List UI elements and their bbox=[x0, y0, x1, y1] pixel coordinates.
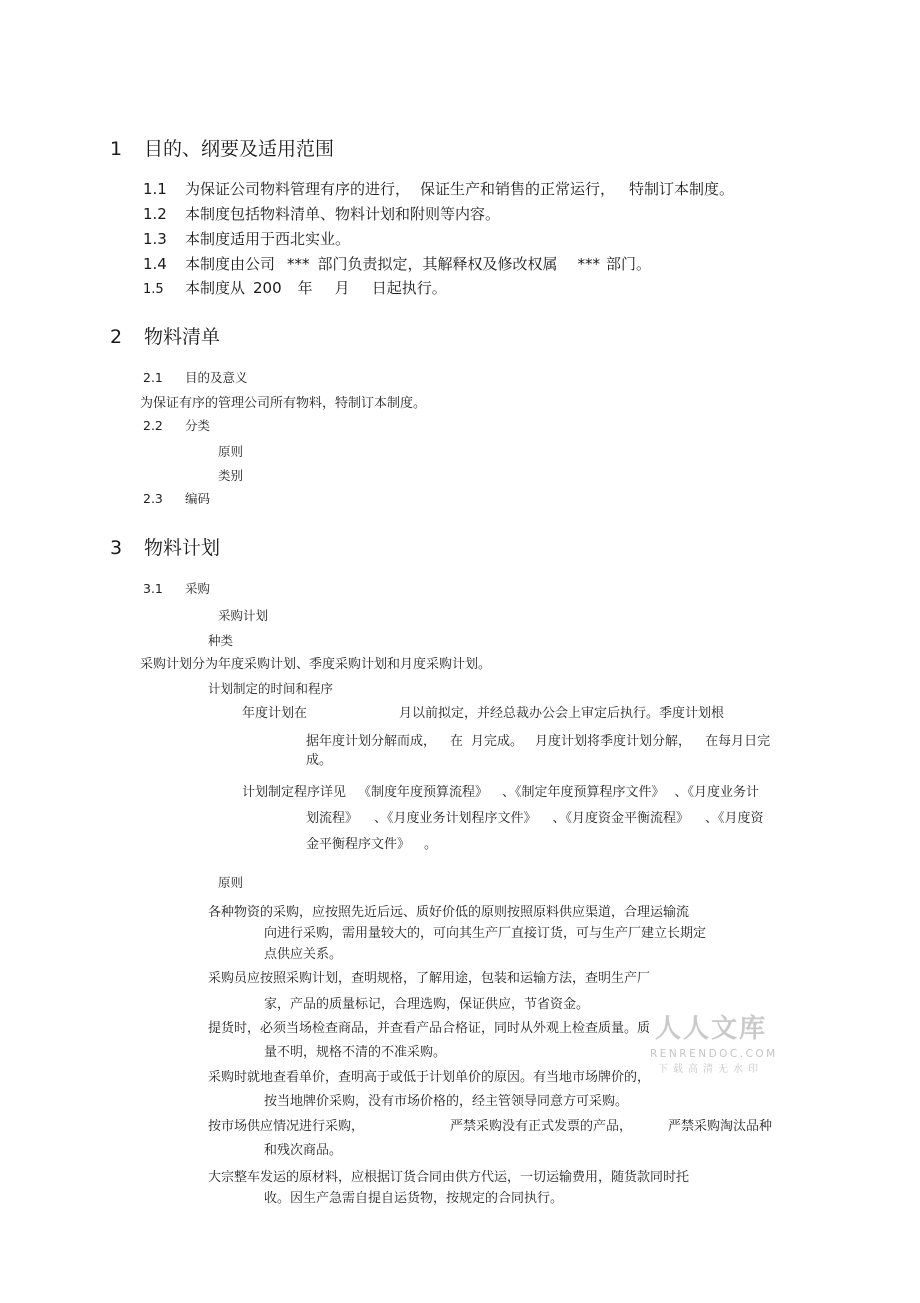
section-number: 1 bbox=[110, 138, 123, 160]
principle-5-line-2: 和残次商品。 bbox=[264, 1143, 343, 1158]
item-3-1: 3.1 采购 bbox=[143, 581, 211, 596]
item-2-3: 2.3 编码 bbox=[143, 491, 211, 506]
procedure-line-1: 计划制定程序详见 《制度年度预算流程》 、《制定年度预算程序文件》 、《月度业务计 bbox=[242, 785, 760, 800]
item-2-1: 2.1 目的及意义 bbox=[143, 370, 248, 385]
principle-3-line-1: 提货时，必须当场检查商品，并查看产品合格证，同时从外观上检查质量。质 bbox=[208, 1021, 651, 1036]
section-3-heading: 3 物料计划 bbox=[110, 537, 221, 559]
principle-2-line-2: 家，产品的质量标记，合理选购，保证供应，节省资金。 bbox=[264, 997, 590, 1012]
principle-1-line-3: 点供应关系。 bbox=[264, 947, 343, 962]
paragraph-2-1: 为保证有序的管理公司所有物料，特制订本制度。 bbox=[140, 396, 427, 411]
item-1-1: 1.1 为保证公司物料管理有序的进行， 保证生产和销售的正常运行， 特制订本制度。 bbox=[143, 180, 735, 198]
principle-1-line-1: 各种物资的采购，应按照先近后远、质好价低的原则按照原料供应渠道，合理运输流 bbox=[208, 905, 690, 920]
annual-plan-line-3: 成。 bbox=[306, 753, 333, 768]
principle-5-line-1: 按市场供应情况进行采购， 严禁采购没有正式发票的产品， 严禁采购淘汰品种 bbox=[208, 1119, 773, 1134]
subitem-principle: 原则 bbox=[218, 444, 244, 459]
section-title: 目的、纲要及适用范围 bbox=[144, 138, 335, 160]
procedure-line-3: 金平衡程序文件》 。 bbox=[306, 837, 438, 852]
principle-3-line-2: 量不明，规格不清的不准采购。 bbox=[264, 1045, 447, 1060]
principle-1-line-2: 向进行采购，需用量较大的，可向其生产厂直接订货，可与生产厂建立长期定 bbox=[264, 926, 707, 941]
annual-plan-line-2: 据年度计划分解而成， 在 月完成。 月度计划将季度计划分解， 在每月日完 bbox=[306, 734, 771, 749]
subheading-principle: 原则 bbox=[218, 875, 244, 890]
paragraph-kinds: 采购计划分为年度采购计划、季度采购计划和月度采购计划。 bbox=[140, 657, 492, 672]
watermark-tagline: 下载高清无水印 bbox=[658, 1064, 763, 1075]
subheading-purchase-plan: 采购计划 bbox=[218, 608, 269, 623]
item-1-2: 1.2 本制度包括物料清单、物料计划和附则等内容。 bbox=[143, 205, 501, 223]
section-2-heading: 2 物料清单 bbox=[110, 326, 221, 348]
item-1-3: 1.3 本制度适用于西北实业。 bbox=[143, 230, 351, 248]
principle-2-line-1: 采购员应按照采购计划，查明规格，了解用途，包装和运输方法，查明生产厂 bbox=[208, 971, 651, 986]
principle-6-line-2: 收。因生产急需自提自运货物，按规定的合同执行。 bbox=[264, 1191, 564, 1206]
subheading-timing: 计划制定的时间和程序 bbox=[208, 681, 334, 696]
subheading-kinds: 种类 bbox=[208, 633, 234, 648]
section-1-heading bbox=[110, 140, 334, 159]
procedure-line-2: 划流程》 、《月度业务计划程序文件》 、《月度资金平衡流程》 、《月度资 bbox=[306, 811, 764, 826]
item-1-5: 1.5 本制度从 200 年 月 日起执行。 bbox=[143, 279, 447, 297]
watermark-logo-text: 人人文库 bbox=[655, 1014, 768, 1044]
item-2-2: 2.2 分类 bbox=[143, 418, 211, 433]
principle-4-line-1: 采购时就地查看单价，查明高于或低于计划单价的原因。有当地市场牌价的， bbox=[208, 1070, 651, 1085]
item-1-4: 1.4 本制度由公司 *** 部门负责拟定，其解释权及修改权属 *** 部门。 bbox=[143, 255, 652, 273]
principle-4-line-2: 按当地牌价采购，没有市场价格的，经主管领导同意方可采购。 bbox=[264, 1094, 629, 1109]
watermark-domain: RENRENDOC.COM bbox=[650, 1048, 778, 1060]
annual-plan-line-1: 年度计划在 月以前拟定，并经总裁办公会上审定后执行。季度计划根 bbox=[242, 706, 725, 721]
subitem-category: 类别 bbox=[218, 468, 244, 483]
principle-6-line-1: 大宗整车发运的原材料，应根据订货合同由供方代运，一切运输费用，随货款同时托 bbox=[208, 1170, 690, 1185]
